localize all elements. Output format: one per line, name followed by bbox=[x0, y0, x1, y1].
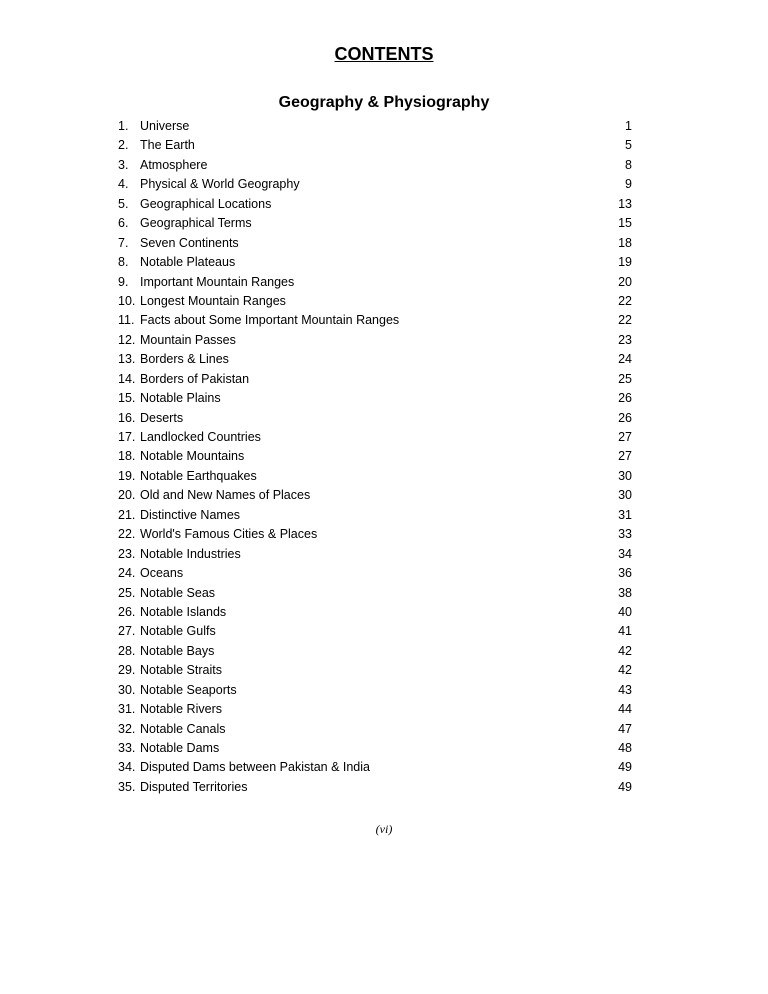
toc-entry bbox=[118, 758, 632, 777]
toc-entry bbox=[118, 739, 632, 758]
toc-entry-number: 21. bbox=[118, 507, 136, 522]
toc-entry-title: Notable Industries bbox=[140, 546, 241, 561]
toc-entry-page: 20 bbox=[618, 274, 632, 289]
toc-entry-page: 26 bbox=[618, 391, 632, 406]
toc-entry-number: 24. bbox=[118, 566, 136, 581]
toc-entry-page: 25 bbox=[618, 371, 632, 386]
page-title: CONTENTS bbox=[334, 44, 434, 64]
toc-entry bbox=[118, 428, 632, 447]
toc-entry-number: 2. bbox=[118, 138, 129, 153]
toc-entry bbox=[118, 136, 632, 155]
toc-entry-number: 16. bbox=[118, 410, 136, 425]
toc-entry-page: 23 bbox=[618, 332, 632, 347]
toc-entry-number: 10. bbox=[118, 293, 136, 308]
toc-entry-page: 9 bbox=[625, 177, 632, 192]
toc-entry bbox=[118, 720, 632, 739]
toc-entry-page: 36 bbox=[618, 566, 632, 581]
toc-entry-number: 15. bbox=[118, 391, 136, 406]
toc-entry bbox=[118, 486, 632, 505]
toc-entry-page: 22 bbox=[618, 293, 632, 308]
toc-entry-title: Landlocked Countries bbox=[140, 430, 261, 444]
toc-entry-number: 28. bbox=[118, 643, 136, 658]
toc-entry-number: 1. bbox=[118, 119, 129, 133]
toc-entry bbox=[118, 117, 632, 136]
toc-entry-page: 27 bbox=[618, 449, 632, 464]
toc-entry-title: Notable Earthquakes bbox=[140, 468, 257, 483]
toc-entry-title: Atmosphere bbox=[140, 157, 208, 172]
toc-entry-title: Geographical Locations bbox=[140, 196, 272, 211]
toc-entry-title: Notable Gulfs bbox=[140, 624, 216, 639]
toc-entry-title: Notable Seas bbox=[140, 585, 216, 600]
toc-entry-title: Important Mountain Ranges bbox=[140, 274, 295, 289]
toc-entry-number: 19. bbox=[118, 468, 136, 483]
toc-entry bbox=[118, 661, 632, 680]
toc-entry-number: 14. bbox=[118, 371, 136, 386]
toc-entry-page: 15 bbox=[618, 216, 632, 231]
toc-entry-title: Deserts bbox=[140, 410, 184, 425]
toc-entry-page: 41 bbox=[618, 624, 632, 639]
toc-entry-title: Seven Continents bbox=[140, 235, 239, 250]
toc-entry bbox=[118, 622, 632, 641]
toc-entry-title: Notable Rivers bbox=[140, 702, 222, 717]
toc-entry bbox=[118, 370, 632, 389]
toc-entry bbox=[118, 603, 632, 622]
toc-entry-number: 29. bbox=[118, 663, 136, 678]
toc-entry-number: 27. bbox=[118, 624, 136, 639]
toc-entry-title: Notable Plateaus bbox=[140, 255, 236, 270]
toc-entry bbox=[118, 273, 632, 292]
toc-entry-number: 8. bbox=[118, 255, 129, 270]
toc-entry-number: 35. bbox=[118, 779, 136, 794]
toc-entry-page: 1 bbox=[625, 119, 632, 133]
toc-entry-number: 31. bbox=[118, 702, 136, 717]
toc-entry-page: 5 bbox=[625, 138, 632, 153]
toc-entry-title: Universe bbox=[140, 119, 190, 133]
page-number-footer: (vi) bbox=[375, 822, 393, 836]
toc-entry-number: 11. bbox=[118, 313, 135, 328]
toc-entry bbox=[118, 642, 632, 661]
toc-entry-page: 33 bbox=[618, 527, 632, 542]
toc-entry-page: 42 bbox=[618, 663, 632, 678]
toc-entry-title: Notable Mountains bbox=[140, 449, 245, 464]
toc-entry-title: Longest Mountain Ranges bbox=[140, 293, 286, 308]
toc-entry-number: 12. bbox=[118, 332, 136, 347]
toc-entry-title: Notable Islands bbox=[140, 604, 227, 619]
toc-entry-page: 8 bbox=[625, 157, 632, 172]
toc-entry bbox=[118, 253, 632, 272]
toc-entry-page: 24 bbox=[618, 352, 632, 367]
toc-entry bbox=[118, 506, 632, 525]
toc-entry bbox=[118, 234, 632, 253]
toc-entry-page: 47 bbox=[618, 721, 632, 736]
toc-entry-number: 23. bbox=[118, 546, 136, 561]
toc-entry-page: 26 bbox=[618, 410, 632, 425]
toc-entry-page: 49 bbox=[618, 760, 632, 775]
toc-entry-number: 18. bbox=[118, 449, 136, 464]
toc-entry-number: 33. bbox=[118, 741, 136, 755]
toc-entry bbox=[118, 311, 632, 330]
toc-entry-page: 34 bbox=[618, 546, 632, 561]
toc-entry bbox=[118, 175, 632, 194]
toc-entry bbox=[118, 584, 632, 603]
toc-entry-title: Geographical Terms bbox=[140, 216, 252, 231]
toc-entry-number: 3. bbox=[118, 157, 129, 172]
toc-entry-page: 30 bbox=[618, 468, 632, 483]
toc-entry-number: 30. bbox=[118, 682, 136, 697]
toc-entry-title: Physical & World Geography bbox=[140, 177, 300, 192]
toc-entry-title: Mountain Passes bbox=[140, 332, 236, 347]
toc-entry bbox=[118, 331, 632, 350]
toc-entry-number: 13. bbox=[118, 352, 136, 367]
toc-entry-title: Notable Seaports bbox=[140, 682, 237, 697]
toc-entry-number: 20. bbox=[118, 488, 136, 503]
toc-entry-page: 13 bbox=[618, 196, 632, 211]
toc-entry-number: 26. bbox=[118, 604, 136, 619]
toc-entry-number: 22. bbox=[118, 527, 136, 542]
toc-entry-page: 44 bbox=[618, 702, 632, 717]
toc-entry-number: 5. bbox=[118, 196, 129, 211]
toc-entry-title: Facts about Some Important Mountain Ranges bbox=[140, 313, 400, 328]
toc-entry bbox=[118, 467, 632, 486]
toc-entry-page: 19 bbox=[618, 255, 632, 270]
toc-entry bbox=[118, 525, 632, 544]
toc-entry-title: Disputed Dams between Pakistan & India bbox=[140, 760, 370, 775]
toc-entry bbox=[118, 195, 632, 214]
toc-entry bbox=[118, 214, 632, 233]
toc-entry bbox=[118, 700, 632, 719]
toc-entry-title: Notable Plains bbox=[140, 391, 221, 406]
toc-entry-title: World's Famous Cities & Places bbox=[140, 527, 318, 542]
toc-entry-number: 17. bbox=[118, 430, 136, 444]
toc-entry-page: 38 bbox=[618, 585, 632, 600]
toc-entry-number: 4. bbox=[118, 177, 129, 192]
toc-entry-title: Old and New Names of Places bbox=[140, 488, 311, 503]
toc-entry-page: 27 bbox=[618, 430, 632, 444]
toc-entry bbox=[118, 778, 632, 797]
table-of-contents bbox=[118, 117, 632, 797]
toc-entry-page: 49 bbox=[618, 779, 632, 794]
toc-entry-number: 9. bbox=[118, 274, 129, 289]
toc-entry-page: 30 bbox=[618, 488, 632, 503]
toc-entry-title: Borders & Lines bbox=[140, 352, 229, 367]
toc-entry bbox=[118, 350, 632, 369]
toc-entry bbox=[118, 545, 632, 564]
toc-entry-title: Oceans bbox=[140, 566, 184, 581]
toc-entry bbox=[118, 681, 632, 700]
toc-entry-page: 22 bbox=[618, 313, 632, 328]
toc-entry-title: The Earth bbox=[140, 138, 195, 153]
toc-entry-page: 48 bbox=[618, 741, 632, 755]
section-heading: Geography & Physiography bbox=[278, 94, 490, 111]
toc-entry bbox=[118, 564, 632, 583]
toc-entry-title: Distinctive Names bbox=[140, 507, 241, 522]
toc-entry-number: 34. bbox=[118, 760, 136, 775]
toc-entry-title: Notable Dams bbox=[140, 741, 220, 755]
toc-entry-page: 18 bbox=[618, 235, 632, 250]
toc-entry bbox=[118, 389, 632, 408]
toc-entry-title: Notable Bays bbox=[140, 643, 215, 658]
toc-entry-title: Notable Straits bbox=[140, 663, 222, 678]
toc-entry-title: Disputed Territories bbox=[140, 779, 248, 794]
toc-entry bbox=[118, 409, 632, 428]
toc-entry bbox=[118, 447, 632, 466]
toc-entry-title: Borders of Pakistan bbox=[140, 371, 250, 386]
toc-entry-number: 7. bbox=[118, 235, 129, 250]
toc-entry-title: Notable Canals bbox=[140, 721, 226, 736]
toc-entry-number: 32. bbox=[118, 721, 136, 736]
toc-entry bbox=[118, 156, 632, 175]
toc-entry-page: 42 bbox=[618, 643, 632, 658]
toc-entry-page: 43 bbox=[618, 682, 632, 697]
toc-entry bbox=[118, 292, 632, 311]
toc-entry-page: 40 bbox=[618, 604, 632, 619]
toc-entry-number: 6. bbox=[118, 216, 129, 231]
toc-entry-number: 25. bbox=[118, 585, 136, 600]
toc-entry-page: 31 bbox=[618, 507, 632, 522]
